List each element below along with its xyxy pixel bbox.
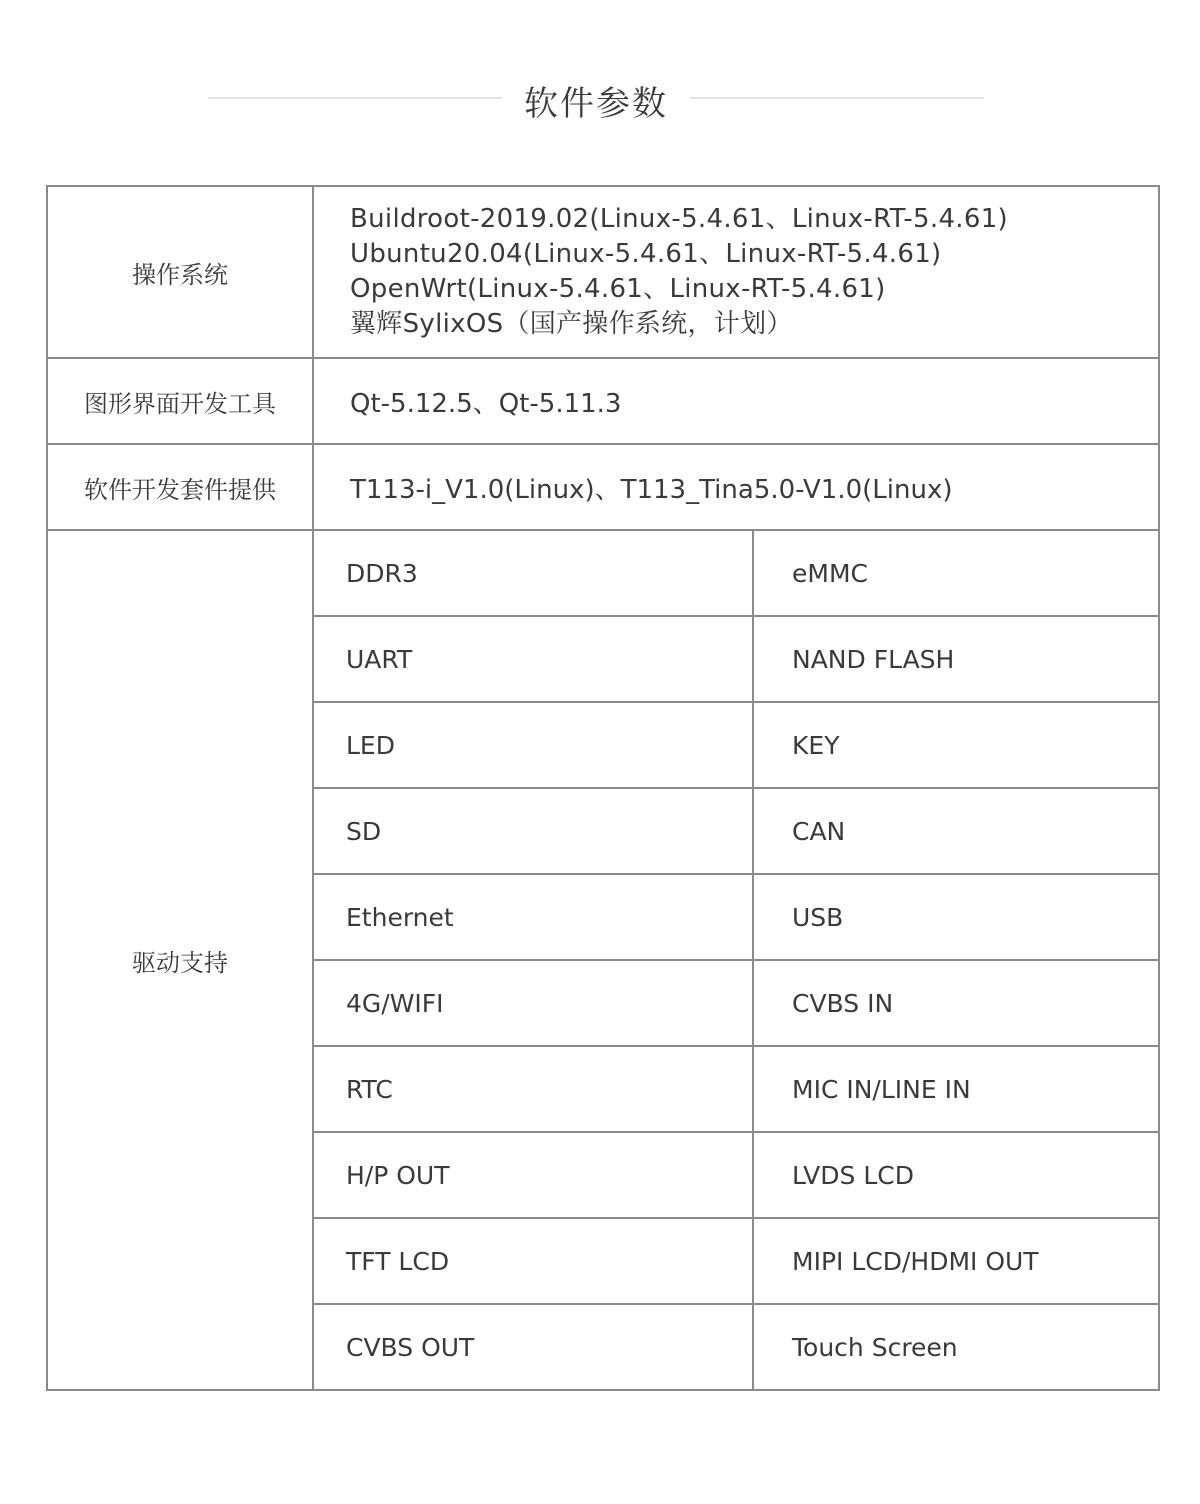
driver-cell: CVBS IN <box>753 960 1159 1046</box>
os-line: Ubuntu20.04(Linux-5.4.61、Linux-RT-5.4.61) <box>350 239 942 269</box>
driver-cell: LVDS LCD <box>753 1132 1159 1218</box>
os-line: Buildroot-2019.02(Linux-5.4.61、Linux-RT-5.4.61) <box>350 204 1008 234</box>
driver-cell: eMMC <box>753 530 1159 616</box>
driver-cell: MIC IN/LINE IN <box>753 1046 1159 1132</box>
driver-cell: DDR3 <box>313 530 753 616</box>
os-value-cell <box>313 186 1159 358</box>
driver-cell: CVBS OUT <box>313 1304 753 1390</box>
driver-cell: USB <box>753 874 1159 960</box>
section-title <box>0 70 1200 126</box>
software-spec-table <box>46 185 1160 1391</box>
gui-value-cell: Qt-5.12.5、Qt-5.11.3 <box>313 358 1159 444</box>
driver-cell: SD <box>313 788 753 874</box>
driver-cell: LED <box>313 702 753 788</box>
driver-cell: CAN <box>753 788 1159 874</box>
sdk-value-cell: T113-i_V1.0(Linux)、T113_Tina5.0-V1.0(Linux) <box>313 444 1159 530</box>
title-divider-right <box>690 97 984 99</box>
driver-cell: H/P OUT <box>313 1132 753 1218</box>
table-row-os <box>47 186 1159 358</box>
driver-cell: KEY <box>753 702 1159 788</box>
os-line: 翼辉SylixOS（国产操作系统，计划） <box>350 309 793 339</box>
row-label-os: 操作系统 <box>47 186 313 358</box>
os-line: OpenWrt(Linux-5.4.61、Linux-RT-5.4.61) <box>350 274 886 304</box>
row-label-drivers: 驱动支持 <box>47 530 313 1390</box>
title-divider-left <box>208 97 502 99</box>
driver-cell: TFT LCD <box>313 1218 753 1304</box>
driver-cell: NAND FLASH <box>753 616 1159 702</box>
page-title: 软件参数 <box>524 84 668 124</box>
driver-cell: RTC <box>313 1046 753 1132</box>
table-row-driver <box>47 530 1159 616</box>
driver-cell: MIPI LCD/HDMI OUT <box>753 1218 1159 1304</box>
driver-cell: Ethernet <box>313 874 753 960</box>
table-row-gui <box>47 358 1159 444</box>
row-label-sdk: 软件开发套件提供 <box>47 444 313 530</box>
row-label-gui: 图形界面开发工具 <box>47 358 313 444</box>
table-row-sdk <box>47 444 1159 530</box>
driver-cell: 4G/WIFI <box>313 960 753 1046</box>
driver-cell: UART <box>313 616 753 702</box>
driver-cell: Touch Screen <box>753 1304 1159 1390</box>
